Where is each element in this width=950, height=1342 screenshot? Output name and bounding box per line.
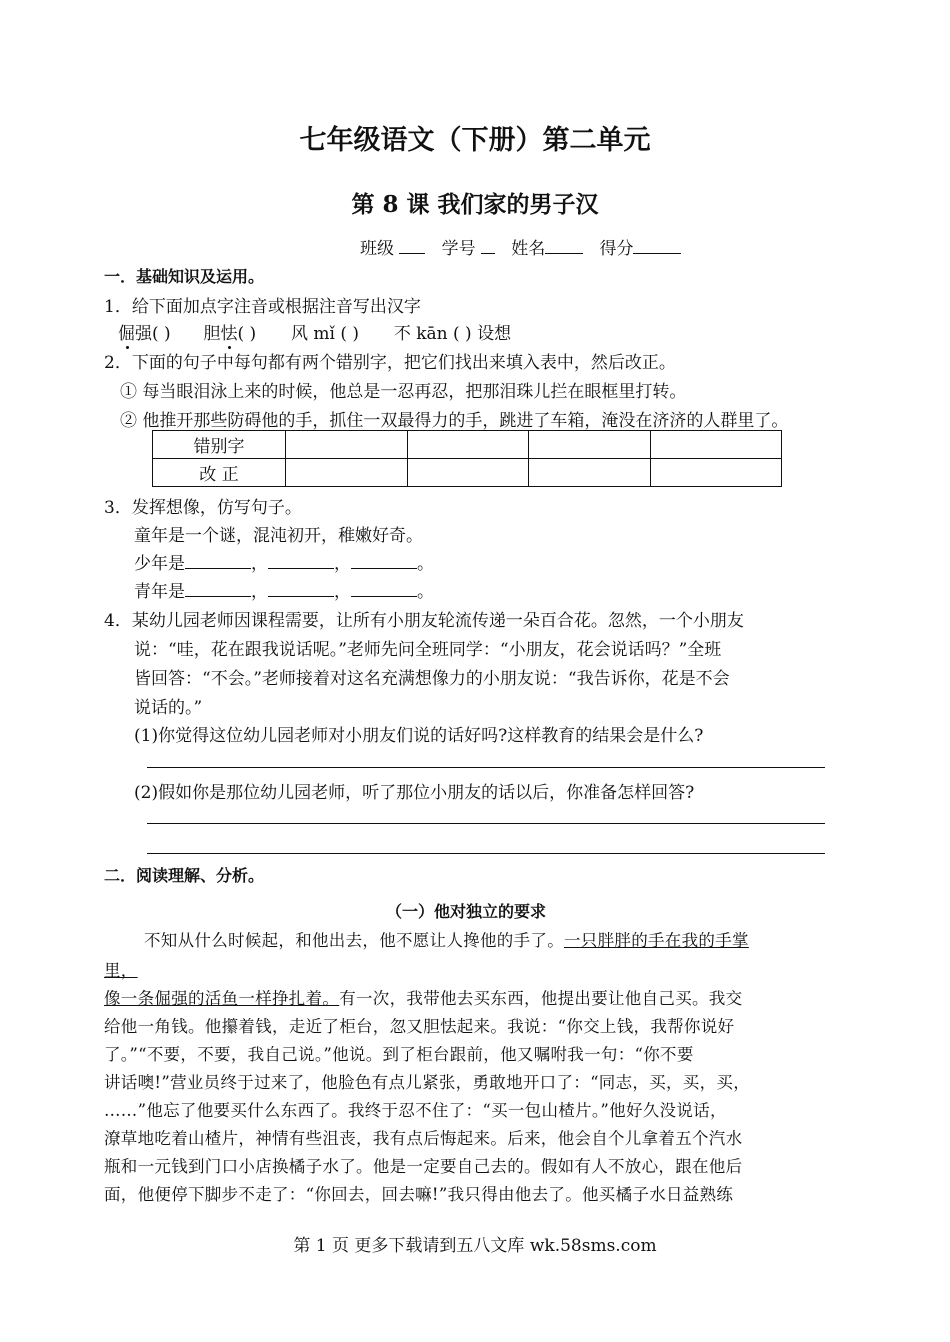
passage-title: （一）他对独立的要求	[386, 902, 547, 921]
q3-stem: 3．发挥想像，仿写句子。	[104, 498, 302, 518]
answer-blank[interactable]	[351, 554, 417, 569]
q2-sentence-1: ① 每当眼泪泳上来的时候，他总是一忍再忍，把那泪珠儿拦在眼框里打转。	[120, 382, 687, 402]
class-blank[interactable]	[399, 239, 425, 254]
student-info-line	[360, 234, 681, 259]
answer-cell[interactable]	[529, 459, 651, 487]
passage-line: 了。”“不要，不要，我自己说。”他说。到了柜台跟前，他又嘱咐我一句：“你不要	[104, 1045, 694, 1064]
answer-blank[interactable]	[268, 582, 334, 597]
answer-blank[interactable]	[351, 582, 417, 597]
q1-dotted-char-2: 怯	[220, 324, 238, 344]
passage-line: 给他一角钱。他攥着钱，走近了柜台，忽又胆怯起来。我说：“你交上钱，我帮你说好	[104, 1017, 735, 1036]
underlined-sentence: 里，	[104, 961, 138, 980]
q3-example: 童年是一个谜，混沌初开，稚嫩好奇。	[134, 526, 423, 546]
page-title: 七年级语文（下册）第二单元	[299, 125, 651, 156]
q4-line-2: 说：“哇，花在跟我说话呢。”老师先问全班同学：“小朋友，花会说话吗？”全班	[134, 640, 722, 660]
passage-text: 不知从什么时候起，和他出去，他不愿让人搀他的手了。	[144, 931, 564, 950]
answer-cell[interactable]	[651, 459, 782, 487]
q1-item4: 不 kān ( ) 设想	[393, 324, 512, 344]
page-footer: 第 1 页 更多下载请到五八文库 wk.58sms.com	[293, 1236, 657, 1256]
q2-sentence-2: ② 他推开那些防碍他的手，抓住一双最得力的手，跳进了车箱，淹没在济济的人群里了。	[120, 411, 789, 431]
table-row	[153, 459, 782, 487]
q1-stem: 1．给下面加点字注音或根据注音写出汉字	[104, 297, 421, 317]
comma: ，	[251, 582, 268, 602]
class-label: 班级	[360, 239, 394, 259]
answer-line[interactable]	[147, 853, 825, 854]
score-label: 得分	[599, 239, 634, 259]
correction-table	[152, 430, 782, 487]
section2-heading: 二．阅读理解、分析。	[104, 866, 265, 885]
name-blank[interactable]	[545, 239, 583, 254]
underlined-sentence: 像一条倔强的活鱼一样挣扎着。	[104, 989, 340, 1008]
passage-line	[104, 985, 742, 1009]
q4-line-1: 4．某幼儿园老师因课程需要，让所有小朋友轮流传递一朵百合花。忽然，一个小朋友	[104, 611, 744, 631]
underlined-sentence: 一只胖胖的手在我的手掌	[564, 931, 749, 950]
answer-cell[interactable]	[286, 459, 408, 487]
q3-line2-prefix: 青年是	[134, 582, 185, 602]
answer-line[interactable]	[147, 823, 825, 824]
answer-cell[interactable]	[408, 431, 529, 459]
q3-line-2	[134, 577, 434, 602]
answer-blank[interactable]	[268, 554, 334, 569]
q4-sub-2: (2)假如你是那位幼儿园老师，听了那位小朋友的话以后，你准备怎样回答?	[134, 783, 695, 803]
comma: ，	[251, 554, 268, 574]
section1-heading: 一．基础知识及运用。	[104, 267, 265, 286]
row-label-wrong: 错别字	[153, 431, 286, 459]
comma: ，	[334, 554, 351, 574]
row-label-correct: 改 正	[153, 459, 286, 487]
passage-text: 有一次，我带他去买东西，他提出要让他自己买。我交	[339, 989, 743, 1008]
q2-stem: 2．下面的句子中每句都有两个错别字，把它们找出来填入表中，然后改正。	[104, 353, 676, 373]
answer-blank[interactable]	[185, 554, 251, 569]
passage-line: 讲话噢!”营业员终于过来了，他脸色有点儿紧张，勇敢地开口了：“同志，买，买，买，	[104, 1073, 751, 1092]
q3-line1-prefix: 少年是	[134, 554, 185, 574]
answer-blank[interactable]	[185, 582, 251, 597]
q4-sub-1: (1)你觉得这位幼儿园老师对小朋友们说的话好吗?这样教育的结果会是什么?	[134, 726, 704, 746]
answer-line[interactable]	[147, 767, 825, 768]
comma: ，	[334, 582, 351, 602]
q4-line-3: 皆回答：“不会。”老师接着对这名充满想像力的小朋友说：“我告诉你，花是不会	[134, 669, 730, 689]
q1-dotted-char-1: 倔	[118, 324, 135, 344]
passage-line: 瓶和一元钱到门口小店换橘子水了。他是一定要自己去的。假如有人不放心，跟在他后	[104, 1157, 743, 1176]
passage-line: 潦草地吃着山楂片，神情有些沮丧，我有点后悔起来。后来，他会自个儿拿着五个汽水	[104, 1129, 743, 1148]
q1-item2-paren: ( )	[237, 324, 257, 344]
answer-cell[interactable]	[651, 431, 782, 459]
q3-line-1	[134, 549, 434, 574]
answer-cell[interactable]	[286, 431, 408, 459]
table-row	[153, 431, 782, 459]
passage-line: ……”他忘了他要买什么东西了。我终于忍不住了：“买一包山楂片。”他好久没说话，	[104, 1101, 727, 1120]
score-blank[interactable]	[633, 239, 681, 254]
period: 。	[417, 554, 434, 574]
period: 。	[417, 582, 434, 602]
name-label: 姓名	[511, 239, 546, 259]
answer-cell[interactable]	[408, 459, 529, 487]
answer-cell[interactable]	[529, 431, 651, 459]
q4-line-4: 说话的。”	[134, 698, 203, 718]
passage-line	[144, 927, 749, 951]
lesson-title: 第 8 课 我们家的男子汉	[351, 191, 599, 218]
q1-item3: 风 mǐ ( )	[290, 324, 360, 344]
q1-item2-char: 胆	[203, 324, 221, 344]
passage-line: 面，他便停下脚步不走了：“你回去，回去嘛!”我只得由他去了。他买橘子水日益熟练	[104, 1185, 734, 1204]
number-blank[interactable]	[481, 239, 495, 254]
number-label: 学号	[441, 239, 476, 259]
q1-item1-rest: 强( )	[135, 324, 171, 344]
q1-items	[118, 319, 511, 344]
